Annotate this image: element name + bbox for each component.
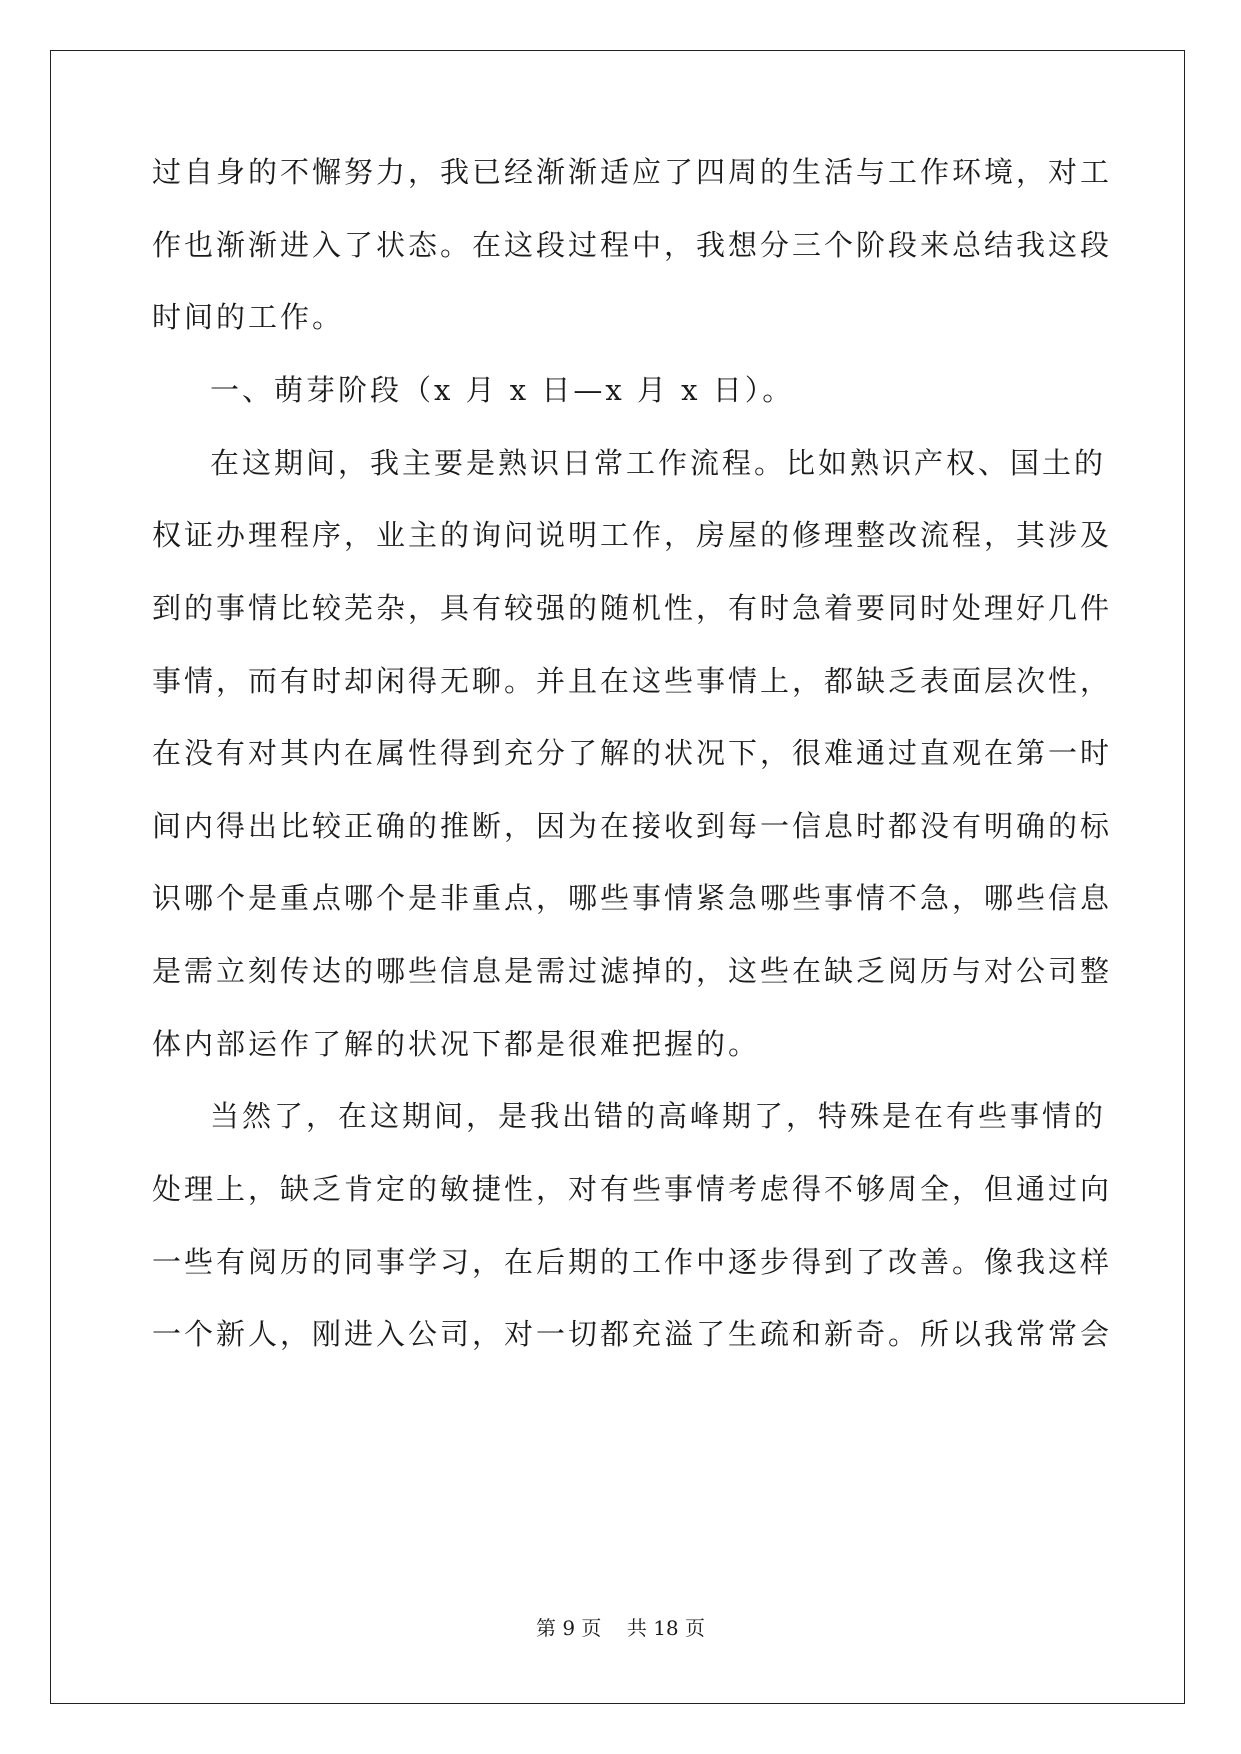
body-text-line: 一些有阅历的同事学习，在后期的工作中逐步得到了改善。像我这样 [152,1245,1113,1279]
body-text-line: 过自身的不懈努力，我已经渐渐适应了四周的生活与工作环境，对工 [152,155,1113,189]
body-text-line: 体内部运作了解的状况下都是很难把握的。 [152,1027,761,1061]
body-text-line: 是需立刻传达的哪些信息是需过滤掉的，这些在缺乏阅历与对公司整 [152,954,1113,988]
body-text-line: 当然了，在这期间，是我出错的高峰期了，特殊是在有些事情的 [210,1099,1107,1133]
body-text-line: 识哪个是重点哪个是非重点，哪些事情紧急哪些事情不急，哪些信息 [152,881,1113,915]
page-number-footer: 第 9 页 共 18 页 [535,1616,706,1640]
body-text-line: 间内得出比较正确的推断，因为在接收到每一信息时都没有明确的标 [152,809,1113,843]
body-text-line: 到的事情比较芜杂，具有较强的随机性，有时急着要同时处理好几件 [152,591,1113,625]
body-text-line: 作也渐渐进入了状态。在这段过程中，我想分三个阶段来总结我这段 [152,228,1113,262]
body-text-line: 时间的工作。 [152,300,345,334]
section-heading: 一、萌芽阶段（x 月 x 日—x 月 x 日）。 [210,373,795,407]
body-text-line: 在这期间，我主要是熟识日常工作流程。比如熟识产权、国土的 [210,446,1107,480]
body-text-line: 权证办理程序，业主的询问说明工作，房屋的修理整改流程，其涉及 [152,518,1113,552]
body-text-line: 在没有对其内在属性得到充分了解的状况下，很难通过直观在第一时 [152,736,1113,770]
body-text-line: 一个新人，刚进入公司，对一切都充溢了生疏和新奇。所以我常常会 [152,1317,1113,1351]
body-text-line: 处理上，缺乏肯定的敏捷性，对有些事情考虑得不够周全，但通过向 [152,1172,1113,1206]
body-text-line: 事情，而有时却闲得无聊。并且在这些事情上，都缺乏表面层次性， [152,664,1113,698]
